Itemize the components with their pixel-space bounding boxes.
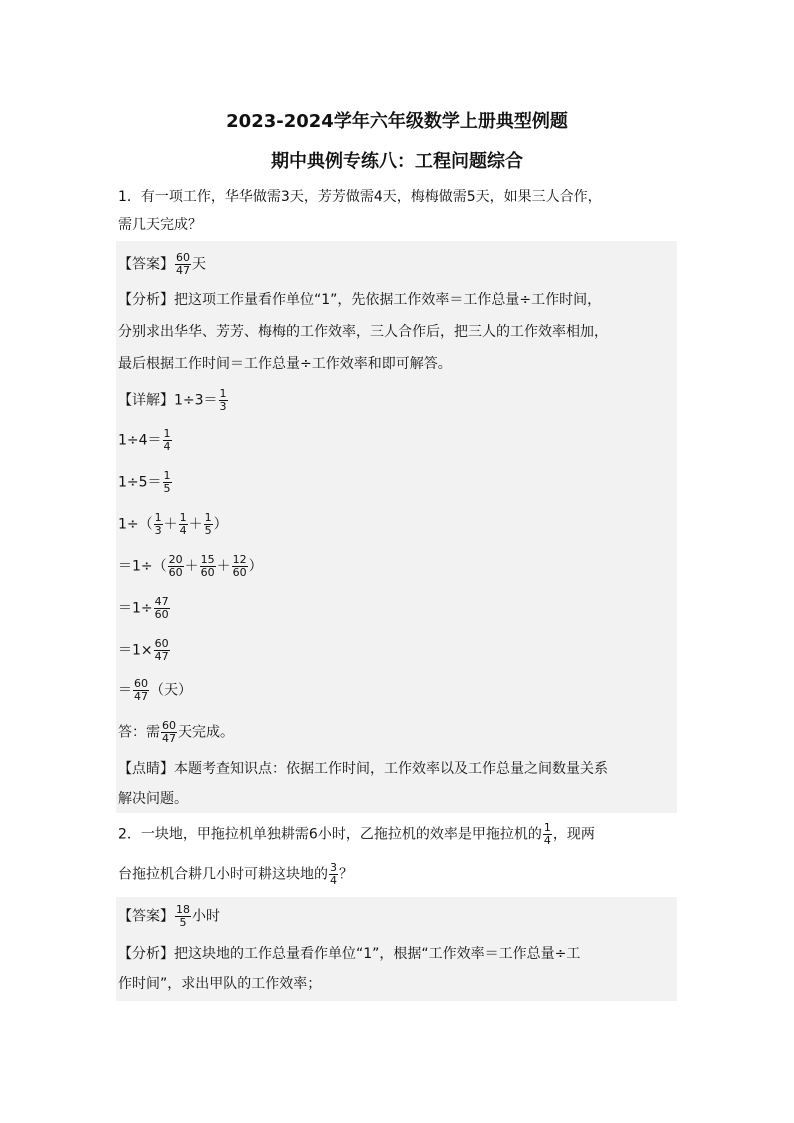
- q1-comment-line2: 解决问题。: [118, 791, 188, 807]
- q1-step-8: ＝ $\frac{60}{47}$ （天）: [118, 677, 192, 703]
- q2-answer: 【答案】 $\frac{18}{5}$ 小时: [118, 903, 220, 929]
- q1-step-6: ＝1÷ $\frac{47}{60}$: [118, 595, 169, 621]
- q1-step-1: 【详解】1÷3＝ $\frac{1}{3}$: [118, 387, 227, 413]
- q1-analysis-line3: 最后根据工作时间＝工作总量÷工作效率和即可解答。: [118, 356, 452, 372]
- q1-analysis-line1: 【分析】把这项工作量看作单位“1”，先依据工作效率＝工作总量÷工作时间，: [118, 292, 602, 308]
- q1-step-3: 1÷5＝ $\frac{1}{5}$: [118, 469, 171, 495]
- q1-step-2: 1÷4＝ $\frac{1}{4}$: [118, 427, 171, 453]
- fraction: $\frac{60}{47}$: [176, 251, 190, 277]
- q1-answer: 【答案】 $\frac{60}{47}$ 天: [118, 251, 206, 277]
- q1-step-4: 1÷（ $\frac{1}{3}$ ＋ $\frac{1}{4}$ ＋ $\frac{1}{5}$ ）: [118, 511, 228, 537]
- q1-comment-line1: 【点睛】本题考查知识点：依据工作时间，工作效率以及工作总量之间数量关系: [118, 761, 608, 777]
- q1-reply: 答：需 $\frac{60}{47}$ 天完成。: [118, 719, 234, 745]
- q1-step-7: ＝1× $\frac{60}{47}$: [118, 637, 169, 663]
- q2-analysis-line1: 【分析】把这块地的工作总量看作单位“1”，根据“工作效率＝工作总量÷工: [118, 946, 581, 962]
- q1-step-5: ＝1÷（ $\frac{20}{60}$ ＋ $\frac{15}{60}$ ＋ $\frac{12}{60}$ ）: [118, 553, 263, 579]
- answer-tag: 【答案】: [118, 256, 174, 273]
- page-title: 2023-2024学年六年级数学上册典型例题: [226, 111, 568, 132]
- page-subtitle: 期中典例专练八：工程问题综合: [271, 151, 523, 172]
- q1-text-line1: 1．有一项工作，华华做需3天，芳芳做需4天，梅梅做需5天，如果三人合作，: [118, 189, 602, 205]
- q2-analysis-line2: 作时间”，求出甲队的工作效率；: [118, 976, 322, 992]
- q1-text-line2: 需几天完成？: [118, 217, 202, 233]
- q2-text-line2: 台拖拉机合耕几小时可耕这块地的 $\frac{3}{4}$ ？: [118, 861, 353, 887]
- q2-text-line1: 2．一块地，甲拖拉机单独耕需6小时，乙拖拉机的效率是甲拖拉机的 $\frac{1}{4}$ ，现两: [118, 821, 595, 847]
- q1-analysis-line2: 分别求出华华、芳芳、梅梅的工作效率，三人合作后，把三人的工作效率相加，: [118, 324, 608, 340]
- answer-tag: 【答案】: [118, 908, 174, 925]
